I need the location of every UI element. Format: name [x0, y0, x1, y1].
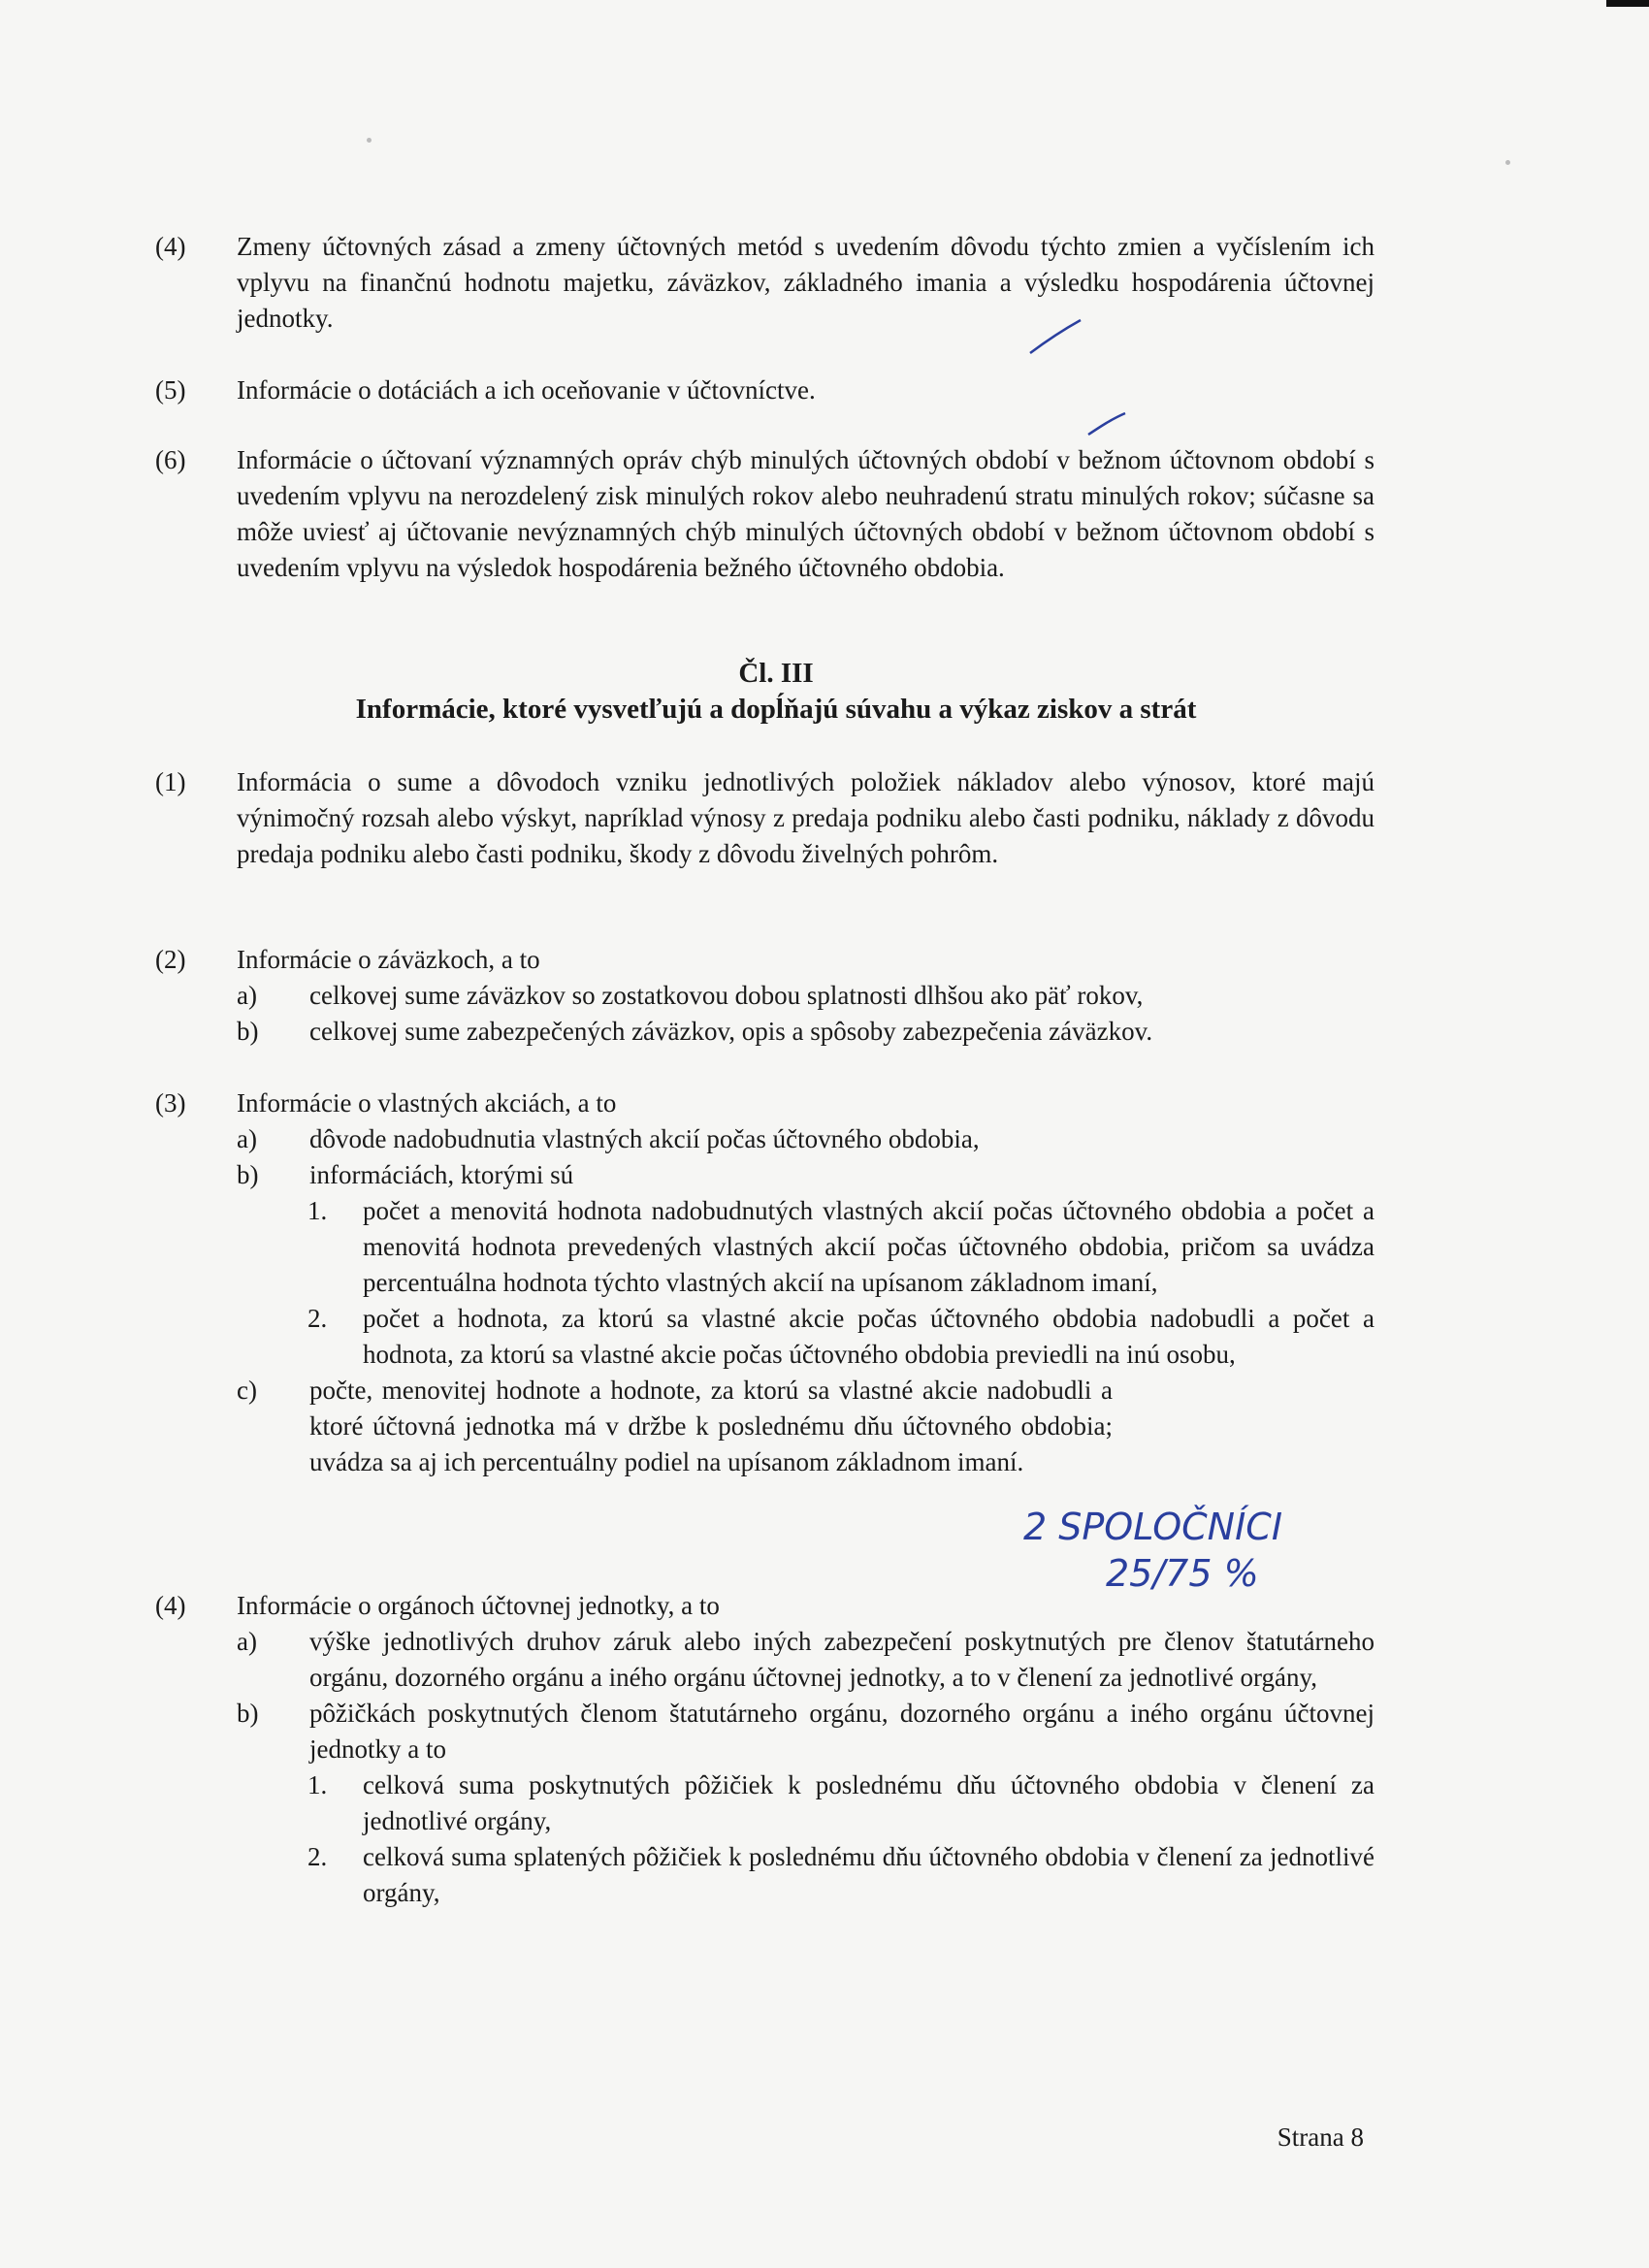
check-mark-icon	[1084, 409, 1129, 438]
subitem-text: informáciách, ktorými sú	[309, 1160, 574, 1189]
subitem-b	[237, 1014, 1374, 1050]
subitem-text: počte, menovitej hodnote a hodnote, za ktorú sa vlastné akcie nadobudli a ktoré účtovná jednotka má v držbe k poslednému dňu účtovného obdobia; uvádza sa aj ich percentuálny podiel na upísanom základnom imaní.	[309, 1376, 1113, 1476]
article-item-4	[157, 1588, 1374, 1911]
subsubitem-1	[307, 1193, 1374, 1301]
section-number: (6)	[155, 445, 186, 474]
section-4	[157, 229, 1374, 337]
subitem-a	[237, 1121, 1374, 1157]
subitem-label: a)	[237, 1627, 257, 1656]
subsubitem-label: 1.	[307, 1770, 328, 1799]
subsubitem-label: 1.	[307, 1196, 328, 1225]
subitem-label: b)	[237, 1017, 259, 1046]
section-5	[157, 373, 1374, 408]
scan-speck	[367, 138, 372, 143]
item-number: (1)	[155, 767, 186, 796]
subsubitem-text: celková suma splatených pôžičiek k poslednému dňu účtovného obdobia v členení za jednotlivé orgány,	[363, 1842, 1374, 1907]
subitem-text: celkovej sume zabezpečených záväzkov, opis a spôsoby zabezpečenia záväzkov.	[309, 1017, 1153, 1046]
item-number: (3)	[155, 1088, 186, 1118]
subsubitem-label: 2.	[307, 1842, 328, 1871]
article-number: Čl. III	[738, 658, 814, 689]
scan-edge-mark	[1606, 0, 1649, 7]
section-text: Informácie o účtovaní významných opráv chýb minulých účtovných období v bežnom účtovnom období s uvedením vplyvu na nerozdelený zisk minulých rokov alebo neuhradenú stratu minulých rokov; súčasne sa môže uviesť aj účtovanie nevýznamných chýb minulých účtovných období v bežnom účtovnom období s uvedením vplyvu na výsledok hospodárenia bežného účtovného obdobia.	[237, 445, 1374, 582]
subitem-label: c)	[237, 1376, 257, 1405]
item-text: Informácie o orgánoch účtovnej jednotky, a to	[237, 1591, 720, 1620]
subsubitem-2	[307, 1839, 1374, 1911]
subsubitem-text: počet a hodnota, za ktorú sa vlastné akcie počas účtovného obdobia nadobudli a počet a hodnota, za ktorú sa vlastné akcie počas účtovného obdobia previedli na inú osobu,	[363, 1304, 1374, 1369]
check-mark-icon	[1026, 316, 1084, 359]
subitem-a	[237, 978, 1374, 1014]
item-text: Informácia o sume a dôvodoch vzniku jednotlivých položiek nákladov alebo výnosov, ktoré majú výnimočný rozsah alebo výskyt, napríklad výnosy z predaja podniku alebo časti podniku, náklady z dôvodu predaja podniku alebo časti podniku, škody z dôvodu živelných pohrôm.	[237, 767, 1374, 868]
subitem-c	[237, 1373, 1374, 1480]
section-6	[157, 442, 1374, 586]
article-title: Informácie, ktoré vysvetľujú a dopĺňajú súvahu a výkaz ziskov a strát	[355, 694, 1197, 725]
subitem-b	[237, 1696, 1374, 1767]
subitem-label: a)	[237, 1124, 257, 1153]
section-number: (5)	[155, 375, 186, 405]
subitem-label: b)	[237, 1160, 259, 1189]
article-item-1	[157, 764, 1374, 872]
scan-speck	[1505, 160, 1510, 165]
article-item-3	[157, 1085, 1374, 1480]
item-text: Informácie o vlastných akciách, a to	[237, 1088, 617, 1118]
subitem-a	[237, 1624, 1374, 1696]
handwritten-note-line-2: 25/75 %	[1106, 1552, 1259, 1595]
item-number: (4)	[155, 1591, 186, 1620]
subsubitem-label: 2.	[307, 1304, 328, 1333]
subsubitem-1	[307, 1767, 1374, 1839]
item-text: Informácie o záväzkoch, a to	[237, 945, 540, 974]
article-item-2	[157, 942, 1374, 1050]
subitem-label: a)	[237, 981, 257, 1010]
section-text: Zmeny účtovných zásad a zmeny účtovných metód s uvedením dôvodu týchto zmien a vyčíslením ich vplyvu na finančnú hodnotu majetku, záväzkov, základného imania a výsledku hospodárenia účtovnej jednotky.	[237, 232, 1374, 333]
subitem-text: dôvode nadobudnutia vlastných akcií počas účtovného obdobia,	[309, 1124, 980, 1153]
subitem-label: b)	[237, 1699, 259, 1728]
item-number: (2)	[155, 945, 186, 974]
section-number: (4)	[155, 232, 186, 261]
page-number: Strana 8	[1277, 2122, 1364, 2152]
subitem-text: pôžičkách poskytnutých členom štatutárneho orgánu, dozorného orgánu a iného orgánu účtovnej jednotky a to	[309, 1699, 1374, 1764]
subsubitem-2	[307, 1301, 1374, 1373]
handwritten-note-line-1: 2 SPOLOČNÍCI	[1023, 1506, 1283, 1548]
subitem-text: výške jednotlivých druhov záruk alebo iných zabezpečení poskytnutých pre členov štatutárneho orgánu, dozorného orgánu a iného orgánu účtovnej jednotky, a to v členení za jednotlivé orgány,	[309, 1627, 1374, 1692]
section-text: Informácie o dotáciách a ich oceňovanie v účtovníctve.	[237, 375, 816, 405]
subitem-text: celkovej sume záväzkov so zostatkovou dobou splatnosti dlhšou ako päť rokov,	[309, 981, 1144, 1010]
subsubitem-text: celková suma poskytnutých pôžičiek k poslednému dňu účtovného obdobia v členení za jednotlivé orgány,	[363, 1770, 1374, 1835]
subitem-b	[237, 1157, 1374, 1193]
subsubitem-text: počet a menovitá hodnota nadobudnutých vlastných akcií počas účtovného obdobia a počet a menovitá hodnota prevedených vlastných akcií počas účtovného obdobia, pričom sa uvádza percentuálna hodnota týchto vlastných akcií na upísanom základnom imaní,	[363, 1196, 1374, 1297]
